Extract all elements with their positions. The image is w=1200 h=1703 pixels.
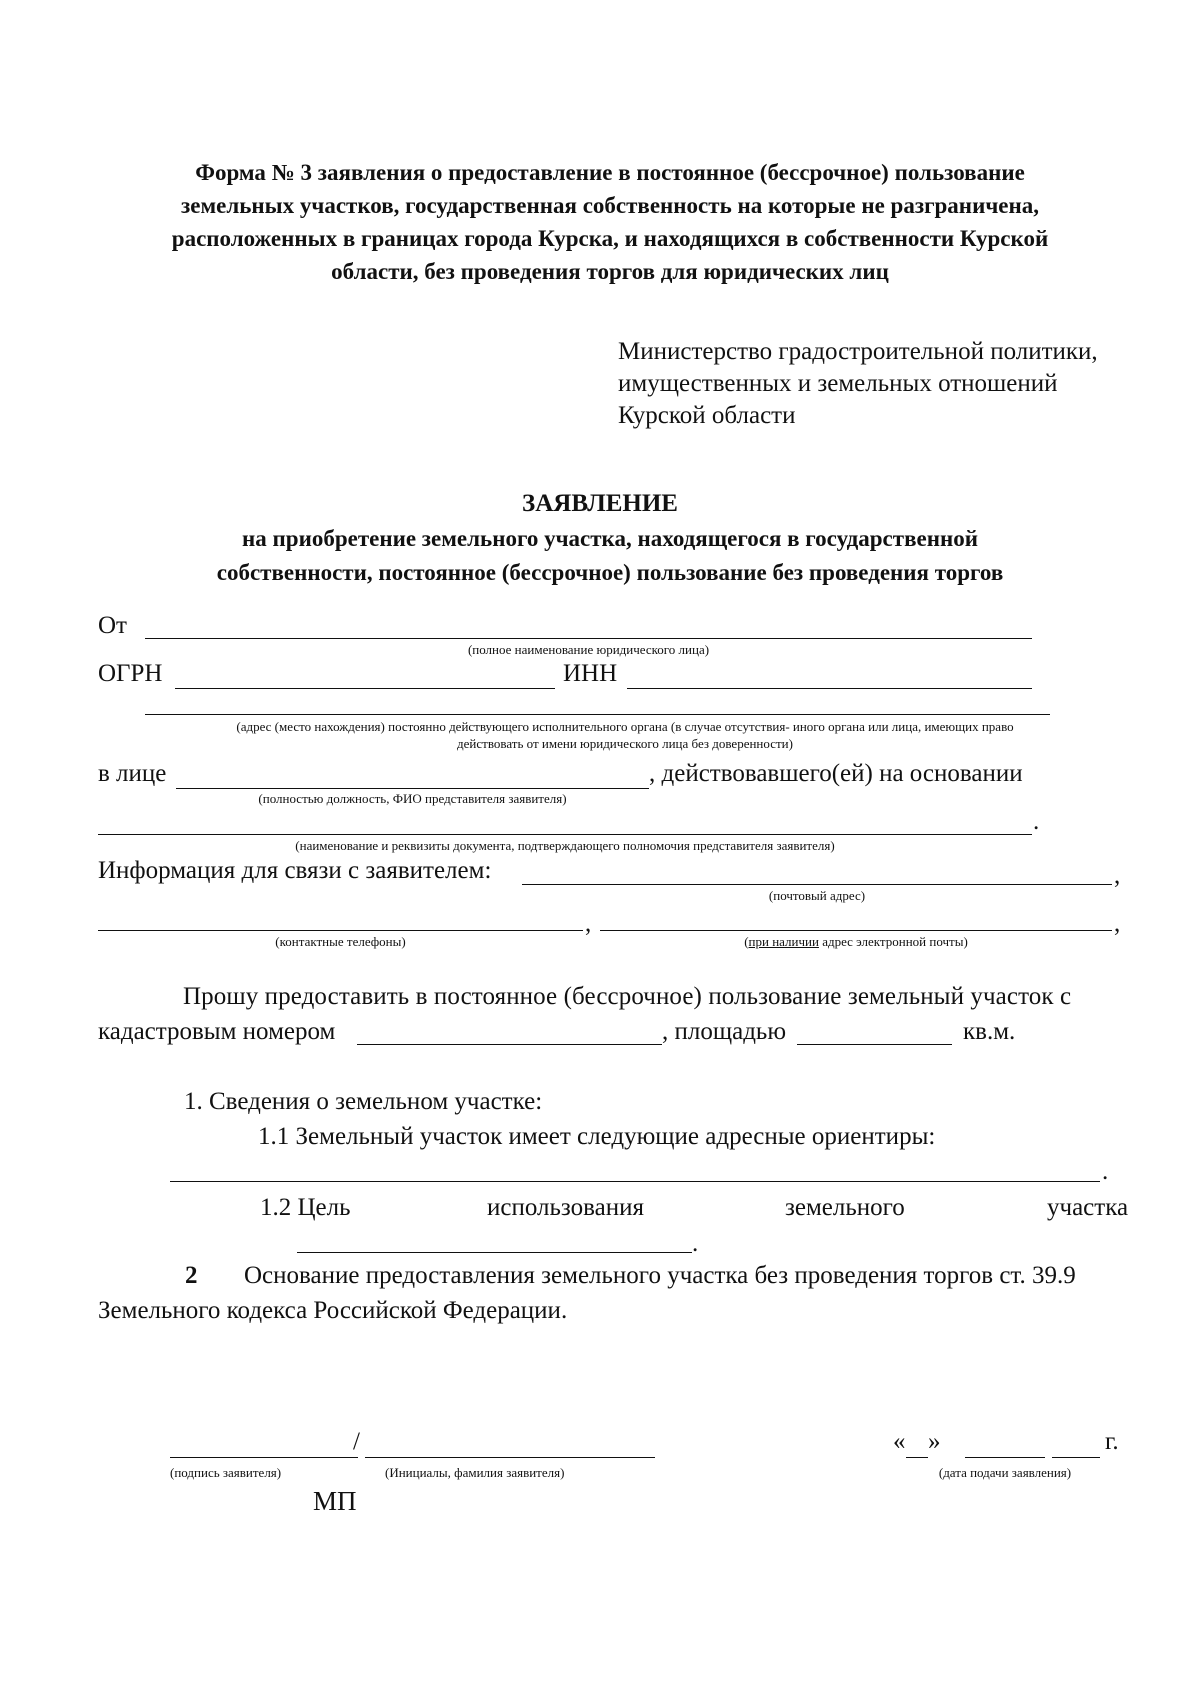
address-caption-line: действовать от имени юридического лица без доверенности) bbox=[457, 736, 793, 751]
section-1-1-dot: . bbox=[1102, 1158, 1109, 1185]
subtitle-line: собственности, постоянное (бессрочное) пользование без проведения торгов bbox=[216, 560, 1004, 585]
address-landmark-input-line[interactable] bbox=[170, 1181, 1100, 1182]
section-1-2-word: 1.2 Цель bbox=[260, 1194, 351, 1221]
cadastral-label: кадастровым номером bbox=[98, 1018, 336, 1045]
applicant-name-caption: (Инициалы, фамилия заявителя) bbox=[385, 1465, 565, 1480]
request-line-1: Прошу предоставить в постоянное (бессрочное) пользование земельный участок с bbox=[183, 983, 1072, 1010]
form-title-line: расположенных в границах города Курска, и находящихся в собственности Курской bbox=[171, 226, 1049, 251]
ogrn-label: ОГРН bbox=[98, 660, 163, 687]
email-comma: , bbox=[1114, 910, 1121, 937]
subtitle-line: на приобретение земельного участка, находящегося в государственной bbox=[242, 526, 978, 551]
area-input-line[interactable] bbox=[797, 1044, 952, 1045]
form-title-line: Форма № 3 заявления о предоставление в постоянное (бессрочное) пользование bbox=[195, 160, 1025, 185]
address-caption bbox=[100, 718, 1150, 752]
rep-suffix: , действовавшего(ей) на основании bbox=[649, 760, 1023, 787]
addressee-line: имущественных и земельных отношений bbox=[618, 370, 1058, 397]
from-input-line[interactable] bbox=[145, 638, 1032, 639]
email-caption bbox=[600, 934, 1112, 950]
signature-caption: (подпись заявителя) bbox=[170, 1465, 282, 1480]
inn-label: ИНН bbox=[563, 660, 618, 687]
date-year-input-line[interactable] bbox=[1052, 1457, 1100, 1458]
contact-label: Информация для связи с заявителем: bbox=[98, 857, 492, 884]
section-1-2-dot: . bbox=[692, 1230, 699, 1257]
form-title bbox=[90, 156, 1130, 288]
section-1-2-word: земельного bbox=[785, 1194, 905, 1221]
date-quote-open: « bbox=[893, 1428, 906, 1455]
email-input-line[interactable] bbox=[600, 930, 1112, 931]
cadastral-input-line[interactable] bbox=[357, 1044, 662, 1045]
form-title-line: земельных участков, государственная собственность на которые не разграничена, bbox=[181, 193, 1039, 218]
rep-caption: (полностью должность, ФИО представителя заявителя) bbox=[258, 791, 567, 806]
phones-comma: , bbox=[585, 910, 592, 937]
stamp-label: МП bbox=[313, 1486, 357, 1516]
rep-label: в лице bbox=[98, 760, 167, 787]
section-2-number: 2 bbox=[185, 1262, 198, 1289]
addressee-line: Курской области bbox=[618, 402, 796, 429]
document-subtitle bbox=[90, 522, 1130, 590]
addressee-block bbox=[618, 336, 1098, 432]
postal-input-line[interactable] bbox=[522, 884, 1112, 885]
date-quote-close: » bbox=[928, 1428, 941, 1455]
ogrn-input-line[interactable] bbox=[175, 688, 555, 689]
year-suffix: г. bbox=[1105, 1428, 1119, 1455]
rep-input-line[interactable] bbox=[176, 788, 649, 789]
date-day-input-line[interactable] bbox=[906, 1457, 928, 1458]
postal-caption: (почтовый адрес) bbox=[768, 888, 866, 903]
document-caption: (наименование и реквизиты документа, подтверждающего полномочия представителя заявителя) bbox=[295, 838, 835, 853]
section-1-2-word: использования bbox=[487, 1194, 644, 1221]
section-2-line-1: Основание предоставления земельного участка без проведения торгов ст. 39.9 bbox=[244, 1262, 1076, 1289]
email-caption-optional: при наличии bbox=[748, 934, 819, 949]
email-caption-rest: адрес электронной почты) bbox=[818, 934, 968, 949]
document-end-dot: . bbox=[1033, 808, 1040, 835]
area-unit: кв.м. bbox=[963, 1018, 1016, 1045]
from-label: От bbox=[98, 612, 127, 639]
section-1-2-word: участка bbox=[1047, 1194, 1129, 1221]
postal-comma: , bbox=[1114, 862, 1121, 889]
section-2-line-2: Земельного кодекса Российской Федерации. bbox=[98, 1297, 568, 1324]
purpose-input-line[interactable] bbox=[297, 1252, 692, 1253]
inn-input-line[interactable] bbox=[627, 688, 1032, 689]
phones-caption: (контактные телефоны) bbox=[275, 934, 406, 949]
form-title-line: области, без проведения торгов для юридических лиц bbox=[331, 259, 889, 284]
applicant-name-input-line[interactable] bbox=[365, 1457, 655, 1458]
document-input-line[interactable] bbox=[98, 834, 1032, 835]
date-month-input-line[interactable] bbox=[965, 1457, 1045, 1458]
address-caption-line: (адрес (место нахождения) постоянно действующего исполнительного органа (в случае отсутствия- иного органа или лица, имеющих право bbox=[236, 719, 1014, 734]
document-heading: ЗАЯВЛЕНИЕ bbox=[522, 490, 678, 517]
signature-slash: / bbox=[353, 1428, 360, 1455]
date-caption: (дата подачи заявления) bbox=[938, 1465, 1072, 1480]
phones-input-line[interactable] bbox=[98, 930, 583, 931]
from-caption: (полное наименование юридического лица) bbox=[467, 642, 710, 657]
email-caption-open: ( bbox=[744, 934, 749, 949]
section-1-1: 1.1 Земельный участок имеет следующие адресные ориентиры: bbox=[258, 1123, 936, 1150]
addressee-line: Министерство градостроительной политики, bbox=[618, 338, 1098, 365]
section-1-title: 1. Сведения о земельном участке: bbox=[184, 1088, 543, 1115]
area-label: , площадью bbox=[662, 1018, 786, 1045]
address-input-line[interactable] bbox=[145, 714, 1050, 715]
signature-input-line[interactable] bbox=[170, 1457, 358, 1458]
